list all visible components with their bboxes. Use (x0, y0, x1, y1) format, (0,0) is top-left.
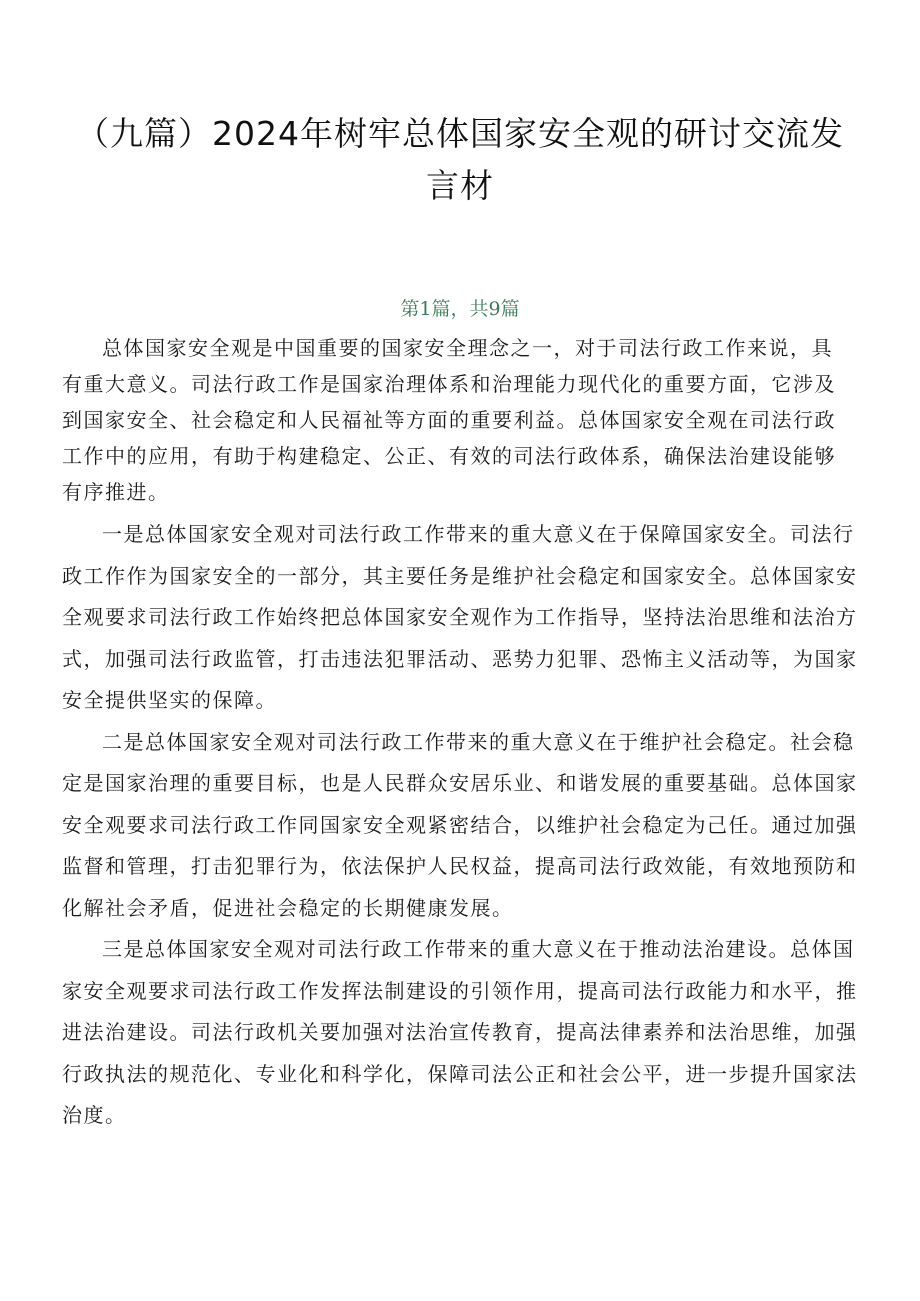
paragraph-social-stability: 二是总体国家安全观对司法行政工作带来的重大意义在于维护社会稳定。社会稳定是国家治理的重要目标，也是人民群众安居乐业、和谐发展的重要基础。总体国家安全观要求司法行政工作同国家安全观紧密结合，以维护社会稳定为己任。通过加强监督和管理，打击犯罪行为，依法保护人民权益，提高司法行政效能，有效地预防和化解社会矛盾，促进社会稳定的长期健康发展。 (62, 729, 858, 920)
paragraph-rule-of-law: 三是总体国家安全观对司法行政工作带来的重大意义在于推动法治建设。总体国家安全观要求司法行政工作发挥法制建设的引领作用，提高司法行政能力和水平，推进法治建设。司法行政机关要加强对法治宣传教育，提高法律素养和法治思维，加强行政执法的规范化、专业化和科学化，保障司法公正和社会公平，进一步提升国家法治度。 (62, 937, 858, 1127)
paragraph-national-security: 一是总体国家安全观对司法行政工作带来的重大意义在于保障国家安全。司法行政工作作为国家安全的一部分，其主要任务是维护社会稳定和国家安全。总体国家安全观要求司法行政工作始终把总体国家安全观作为工作指导，坚持法治思维和法治方式，加强司法行政监管，打击违法犯罪活动、恶势力犯罪、恐怖主义活动等，为国家安全提供坚实的保障。 (62, 522, 858, 712)
document-title-line-1: （九篇）2024年树牢总体国家安全观的研讨交流发 (76, 114, 844, 153)
document-title-line-2: 言材 (426, 166, 494, 205)
document-body (62, 330, 868, 1137)
section-indicator: 第1篇，共9篇 (400, 298, 520, 320)
paragraph-intro: 总体国家安全观是中国重要的国家安全理念之一，对于司法行政工作来说，具有重大意义。司法行政工作是国家治理体系和治理能力现代化的重要方面，它涉及到国家安全、社会稳定和人民福祉等方面的重要利益。总体国家安全观在司法行政工作中的应用，有助于构建稳定、公正、有效的司法行政体系，确保法治建设能够有序推进。 (62, 336, 836, 504)
